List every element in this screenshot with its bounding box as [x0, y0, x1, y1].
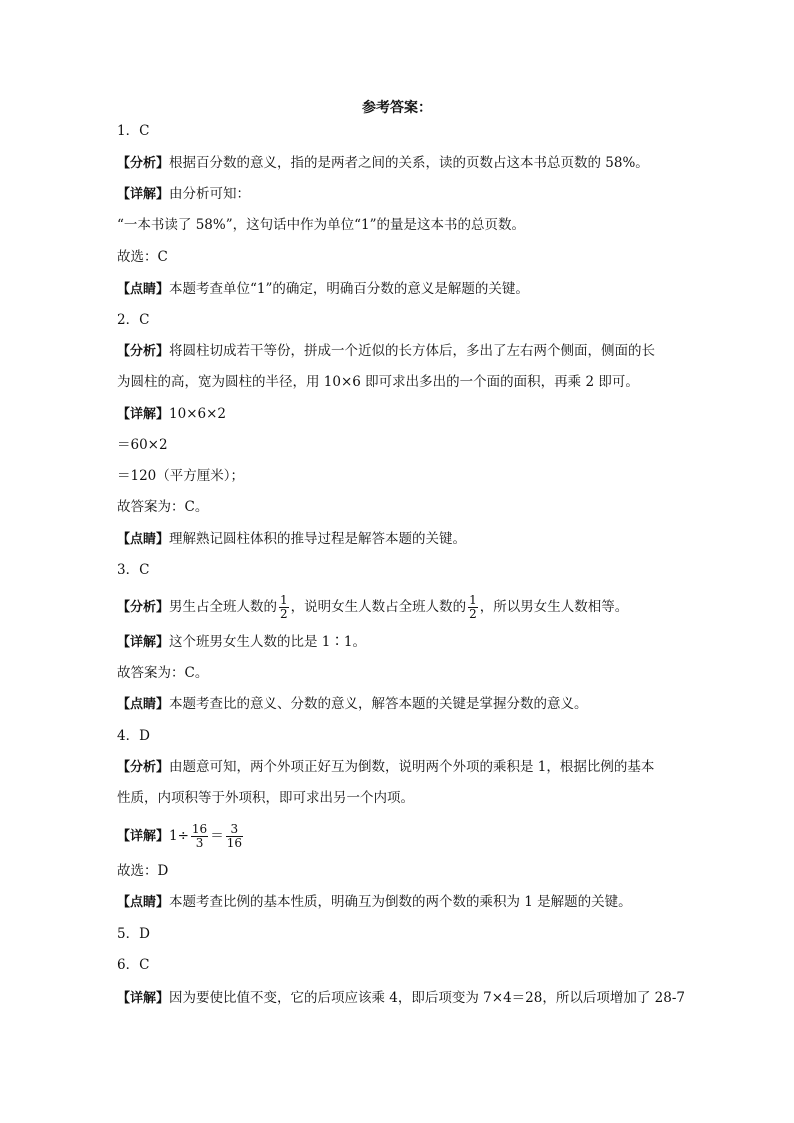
q4-analysis-text: 由题意可知，两个外项正好互为倒数，说明两个外项的乘积是 1，根据比例的基本 — [169, 759, 655, 775]
remark-tag: 【点睛】 — [117, 532, 170, 547]
q2-answer: 故答案为：C。 — [117, 499, 209, 515]
q2-remark — [117, 529, 466, 550]
q1-analysis — [117, 153, 649, 174]
detail-tag: 【详解】 — [117, 829, 170, 844]
equals-sign: ＝ — [210, 828, 224, 844]
detail-tag: 【详解】 — [117, 991, 170, 1006]
q3-analysis-text-c: ，所以男女生人数相等。 — [479, 599, 629, 615]
analysis-tag: 【分析】 — [117, 156, 170, 171]
q3-analysis — [117, 594, 628, 621]
fraction-numerator: 16 — [191, 822, 208, 836]
q2-analysis — [117, 341, 655, 362]
fraction-one-half — [279, 594, 289, 621]
remark-tag: 【点睛】 — [117, 282, 170, 297]
q6-detail-text: 因为要使比值不变，它的后项应该乘 4，即后项变为 7×4＝28，所以后项增加了 28-7 — [169, 990, 685, 1006]
q1-remark — [117, 279, 529, 300]
q4-number: 4．D — [117, 728, 150, 744]
q2-step3: ＝120（平方厘米）； — [117, 468, 245, 484]
q3-remark — [117, 694, 588, 715]
q4-choice: 故选：D — [117, 863, 169, 879]
q4-analysis — [117, 757, 654, 778]
q3-analysis-text-b: ，说明女生人数占全班人数的 — [290, 599, 467, 615]
analysis-tag: 【分析】 — [117, 344, 170, 359]
page-title: 参考答案： — [362, 100, 432, 116]
q4-detail-expr: 1÷ — [169, 828, 189, 844]
q3-remark-text: 本题考查比的意义、分数的意义，解答本题的关键是掌握分数的意义。 — [169, 696, 588, 712]
q1-detail — [117, 184, 250, 205]
q2-remark-text: 理解熟记圆柱体积的推导过程是解答本题的关键。 — [169, 531, 467, 547]
q3-detail-text: 这个班男女生人数的比是 1∶1。 — [169, 634, 366, 650]
q2-analysis-text: 将圆柱切成若干等份，拼成一个近似的长方体后，多出了左右两个侧面，侧面的长 — [169, 343, 656, 359]
q2-step2: ＝60×2 — [117, 437, 168, 453]
q3-analysis-text-a: 男生占全班人数的 — [169, 599, 278, 615]
q1-remark-text: 本题考查单位“1”的确定，明确百分数的意义是解题的关键。 — [169, 281, 529, 297]
remark-tag: 【点睛】 — [117, 895, 170, 910]
detail-tag: 【详解】 — [117, 635, 170, 650]
fraction-denominator: 3 — [195, 836, 204, 850]
q4-analysis-line2: 性质，内项积等于外项积，即可求出另一个内项。 — [117, 790, 414, 806]
q4-remark-text: 本题考查比例的基本性质，明确互为倒数的两个数的乘积为 1 是解题的关键。 — [169, 894, 632, 910]
q2-detail-text: 10×6×2 — [169, 406, 226, 422]
q2-detail — [117, 404, 226, 425]
fraction-numerator: 1 — [469, 593, 477, 607]
fraction-sixteen-thirds — [191, 823, 208, 850]
analysis-tag: 【分析】 — [117, 600, 170, 615]
fraction-numerator: 1 — [280, 593, 288, 607]
fraction-denominator: 2 — [469, 607, 477, 621]
fraction-one-half — [468, 594, 478, 621]
remark-tag: 【点睛】 — [117, 697, 170, 712]
analysis-tag: 【分析】 — [117, 760, 170, 775]
detail-tag: 【详解】 — [117, 187, 170, 202]
fraction-denominator: 2 — [280, 607, 288, 621]
q6-detail — [117, 988, 685, 1009]
q2-analysis-line2: 为圆柱的高，宽为圆柱的半径，用 10×6 即可求出多出的一个面的面积，再乘 2 即可。 — [117, 374, 639, 390]
q3-answer: 故答案为：C。 — [117, 665, 209, 681]
q1-choice: 故选：C — [117, 249, 168, 265]
q5-number: 5．D — [117, 926, 150, 942]
q2-number: 2．C — [117, 312, 150, 328]
q4-remark — [117, 892, 632, 913]
q1-detail-text: 由分析可知： — [169, 186, 251, 202]
q6-number: 6．C — [117, 957, 150, 973]
q1-detail-line2: “一本书读了 58%”，这句话中作为单位“1”的量是这本书的总页数。 — [117, 217, 525, 233]
fraction-numerator: 3 — [226, 823, 243, 837]
q3-detail — [117, 632, 366, 653]
fraction-three-sixteenths — [226, 823, 243, 850]
detail-tag: 【详解】 — [117, 407, 170, 422]
q1-number: 1．C — [117, 123, 150, 139]
fraction-denominator: 16 — [226, 836, 242, 850]
q4-detail — [117, 823, 245, 850]
q3-number: 3．C — [117, 562, 150, 578]
q1-analysis-text: 根据百分数的意义，指的是两者之间的关系，读的页数占这本书总页数的 58%。 — [169, 155, 649, 171]
